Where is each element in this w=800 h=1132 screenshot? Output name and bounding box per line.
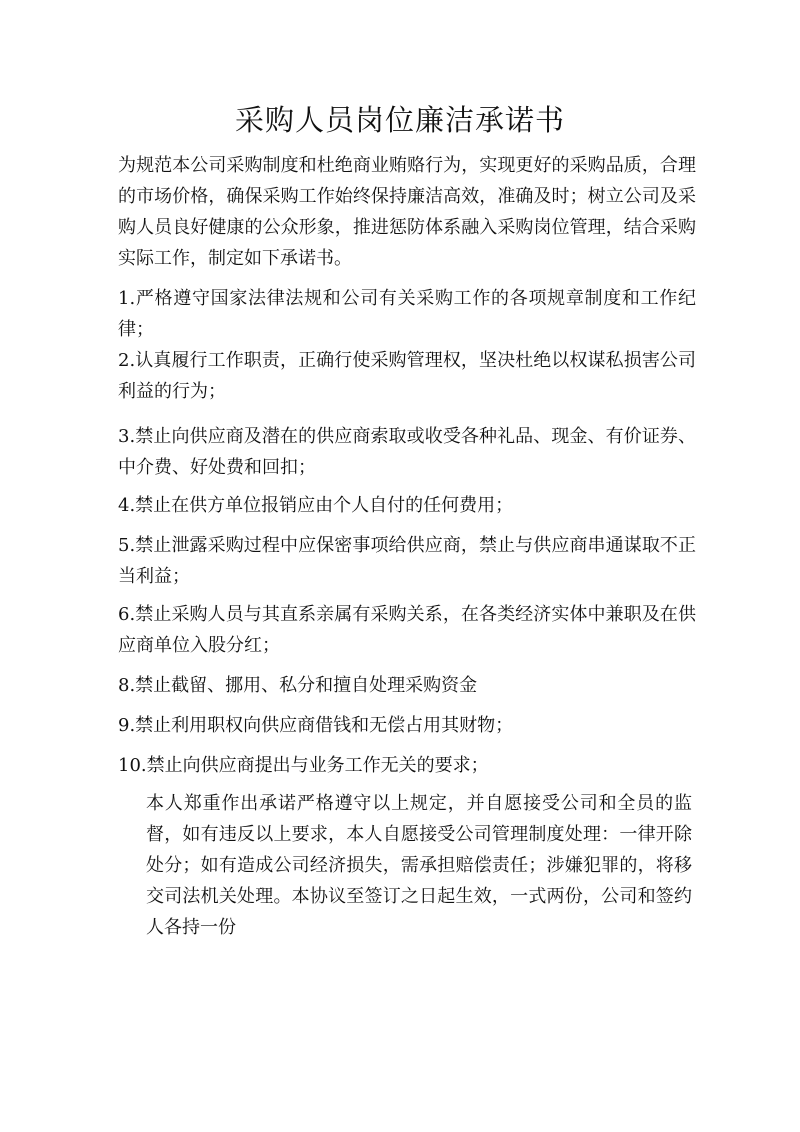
commitment-item-6: 6.禁止采购人员与其直系亲属有采购关系，在各类经济实体中兼职及在供应商单位入股分红； xyxy=(118,604,696,656)
commitment-item-4: 4.禁止在供方单位报销应由个人自付的任何费用； xyxy=(118,495,514,516)
commitment-item-2: 2.认真履行工作职责，正确行使采购管理权，坚决杜绝以权谋私损害公司利益的行为； xyxy=(118,350,696,402)
commitment-item-8: 8.禁止截留、挪用、私分和擅自处理采购资金 xyxy=(118,675,478,696)
document-title: 采购人员岗位廉洁承诺书 xyxy=(234,103,565,137)
commitment-item-5: 5.禁止泄露采购过程中应保密事项给供应商，禁止与供应商串通谋取不正当利益； xyxy=(118,535,696,587)
commitment-item-10: 10.禁止向供应商提出与业务工作无关的要求； xyxy=(118,755,489,776)
commitment-item-3: 3.禁止向供应商及潜在的供应商索取或收受各种礼品、现金、有价证券、中介费、好处费和回扣； xyxy=(118,426,696,478)
commitment-item-9: 9.禁止利用职权向供应商借钱和无偿占用其财物； xyxy=(118,715,514,736)
closing-paragraph: 本人郑重作出承诺严格遵守以上规定，并自愿接受公司和全员的监督，如有违反以上要求，本人自愿接受公司管理制度处理：一律开除处分；如有造成公司经济损失，需承担赔偿责任；涉嫌犯罪的，将移交司法机关处理。本协议至签订之日起生效，一式两份，公司和签约人各持一份 xyxy=(146,793,692,938)
commitment-item-1: 1.严格遵守国家法律法规和公司有关采购工作的各项规章制度和工作纪律； xyxy=(118,288,696,340)
intro-paragraph: 为规范本公司采购制度和杜绝商业贿赂行为，实现更好的采购品质，合理的市场价格，确保采购工作始终保持廉洁高效，准确及时；树立公司及采购人员良好健康的公众形象，推进惩防体系融入采购岗位管理，结合采购实际工作，制定如下承诺书。 xyxy=(118,155,696,269)
